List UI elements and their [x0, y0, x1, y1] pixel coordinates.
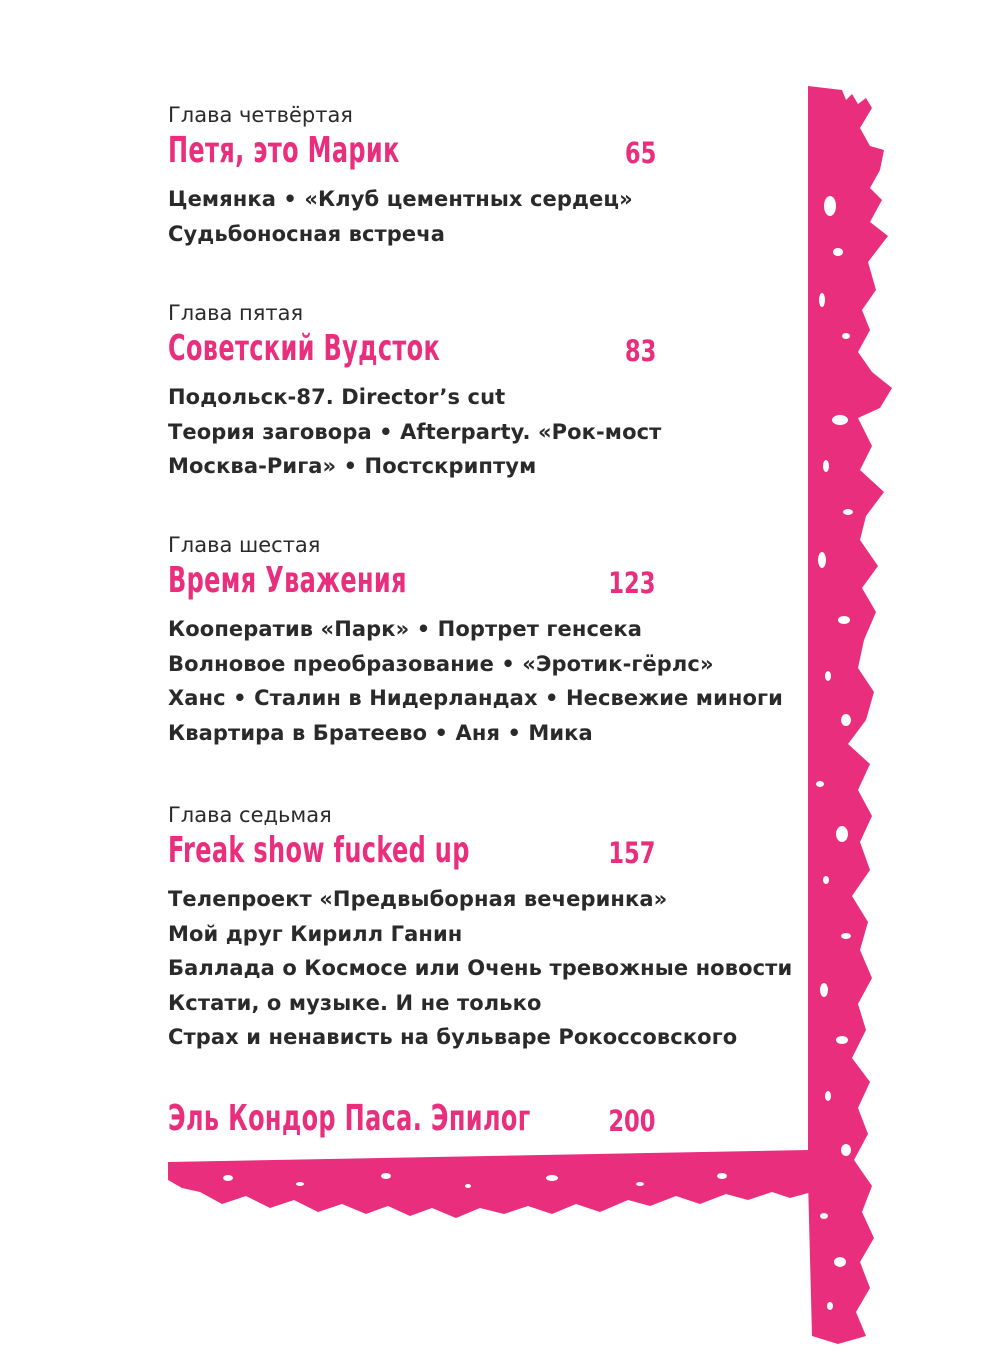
- epilogue-title[interactable]: Эль Кондор Паса. Эпилог: [168, 1098, 531, 1139]
- chapter-item: Волновое преобразование • «Эротик-гёрлс»: [168, 651, 714, 676]
- chapter-items: [168, 612, 788, 750]
- chapter-title[interactable]: Петя, это Марик: [168, 130, 400, 171]
- chapter-heading: [168, 558, 788, 608]
- chapter-item: Москва-Рига» • Постскриптум: [168, 454, 537, 478]
- chapter-title[interactable]: Время Уважения: [168, 560, 407, 601]
- chapter-page-number: 65: [624, 136, 656, 170]
- horizontal-brush-stroke: [168, 1150, 812, 1218]
- vertical-brush-stroke: [808, 86, 892, 1344]
- epilogue-page-number: 200: [608, 1104, 656, 1138]
- chapter-label: Глава четвёртая: [168, 103, 353, 127]
- chapter-label: Глава седьмая: [168, 803, 332, 827]
- toc-epilogue: [168, 1096, 788, 1146]
- chapter-title[interactable]: Советский Вудсток: [168, 328, 441, 369]
- chapter-item: Ханс • Сталин в Нидерландах • Несвежие миноги: [168, 686, 783, 710]
- chapter-page-number: 157: [608, 836, 656, 870]
- chapter-item: Телепроект «Предвыборная вечеринка»: [168, 887, 668, 911]
- chapter-item: Страх и ненависть на бульваре Рокоссовского: [168, 1025, 738, 1049]
- chapter-heading: [168, 326, 788, 376]
- chapter-items: [168, 380, 788, 484]
- chapter-item: Судьбоносная встреча: [168, 221, 446, 246]
- chapter-item: Подольск-87. Director’s cut: [168, 385, 506, 409]
- toc-chapter-6: [168, 532, 788, 750]
- chapter-title[interactable]: Freak show fucked up: [168, 830, 470, 871]
- chapter-page-number: 123: [608, 566, 656, 600]
- toc-chapter-5: [168, 300, 788, 484]
- chapter-heading: [168, 828, 788, 878]
- chapter-item: Баллада о Космосе или Очень тревожные новости: [168, 956, 793, 980]
- chapter-item: Цемянка • «Клуб цементных сердец»: [168, 187, 633, 211]
- toc-chapter-7: [168, 802, 793, 1055]
- chapter-heading: [168, 128, 788, 178]
- chapter-label: Глава шестая: [168, 533, 321, 557]
- toc-chapter-4: [168, 102, 788, 251]
- epilogue-heading: [168, 1096, 788, 1146]
- chapter-item: Теория заговора • Afterparty. «Рок-мост: [168, 419, 662, 444]
- chapter-label: Глава пятая: [168, 301, 304, 325]
- chapter-items: [168, 882, 793, 1055]
- chapter-item: Квартира в Братеево • Аня • Мика: [168, 720, 593, 745]
- chapter-item: Кооператив «Парк» • Портрет генсека: [168, 617, 642, 641]
- chapter-item: Мой друг Кирилл Ганин: [168, 921, 463, 946]
- chapter-page-number: 83: [624, 334, 656, 368]
- chapter-items: [168, 182, 788, 251]
- chapter-item: Кстати, о музыке. И не только: [168, 990, 542, 1015]
